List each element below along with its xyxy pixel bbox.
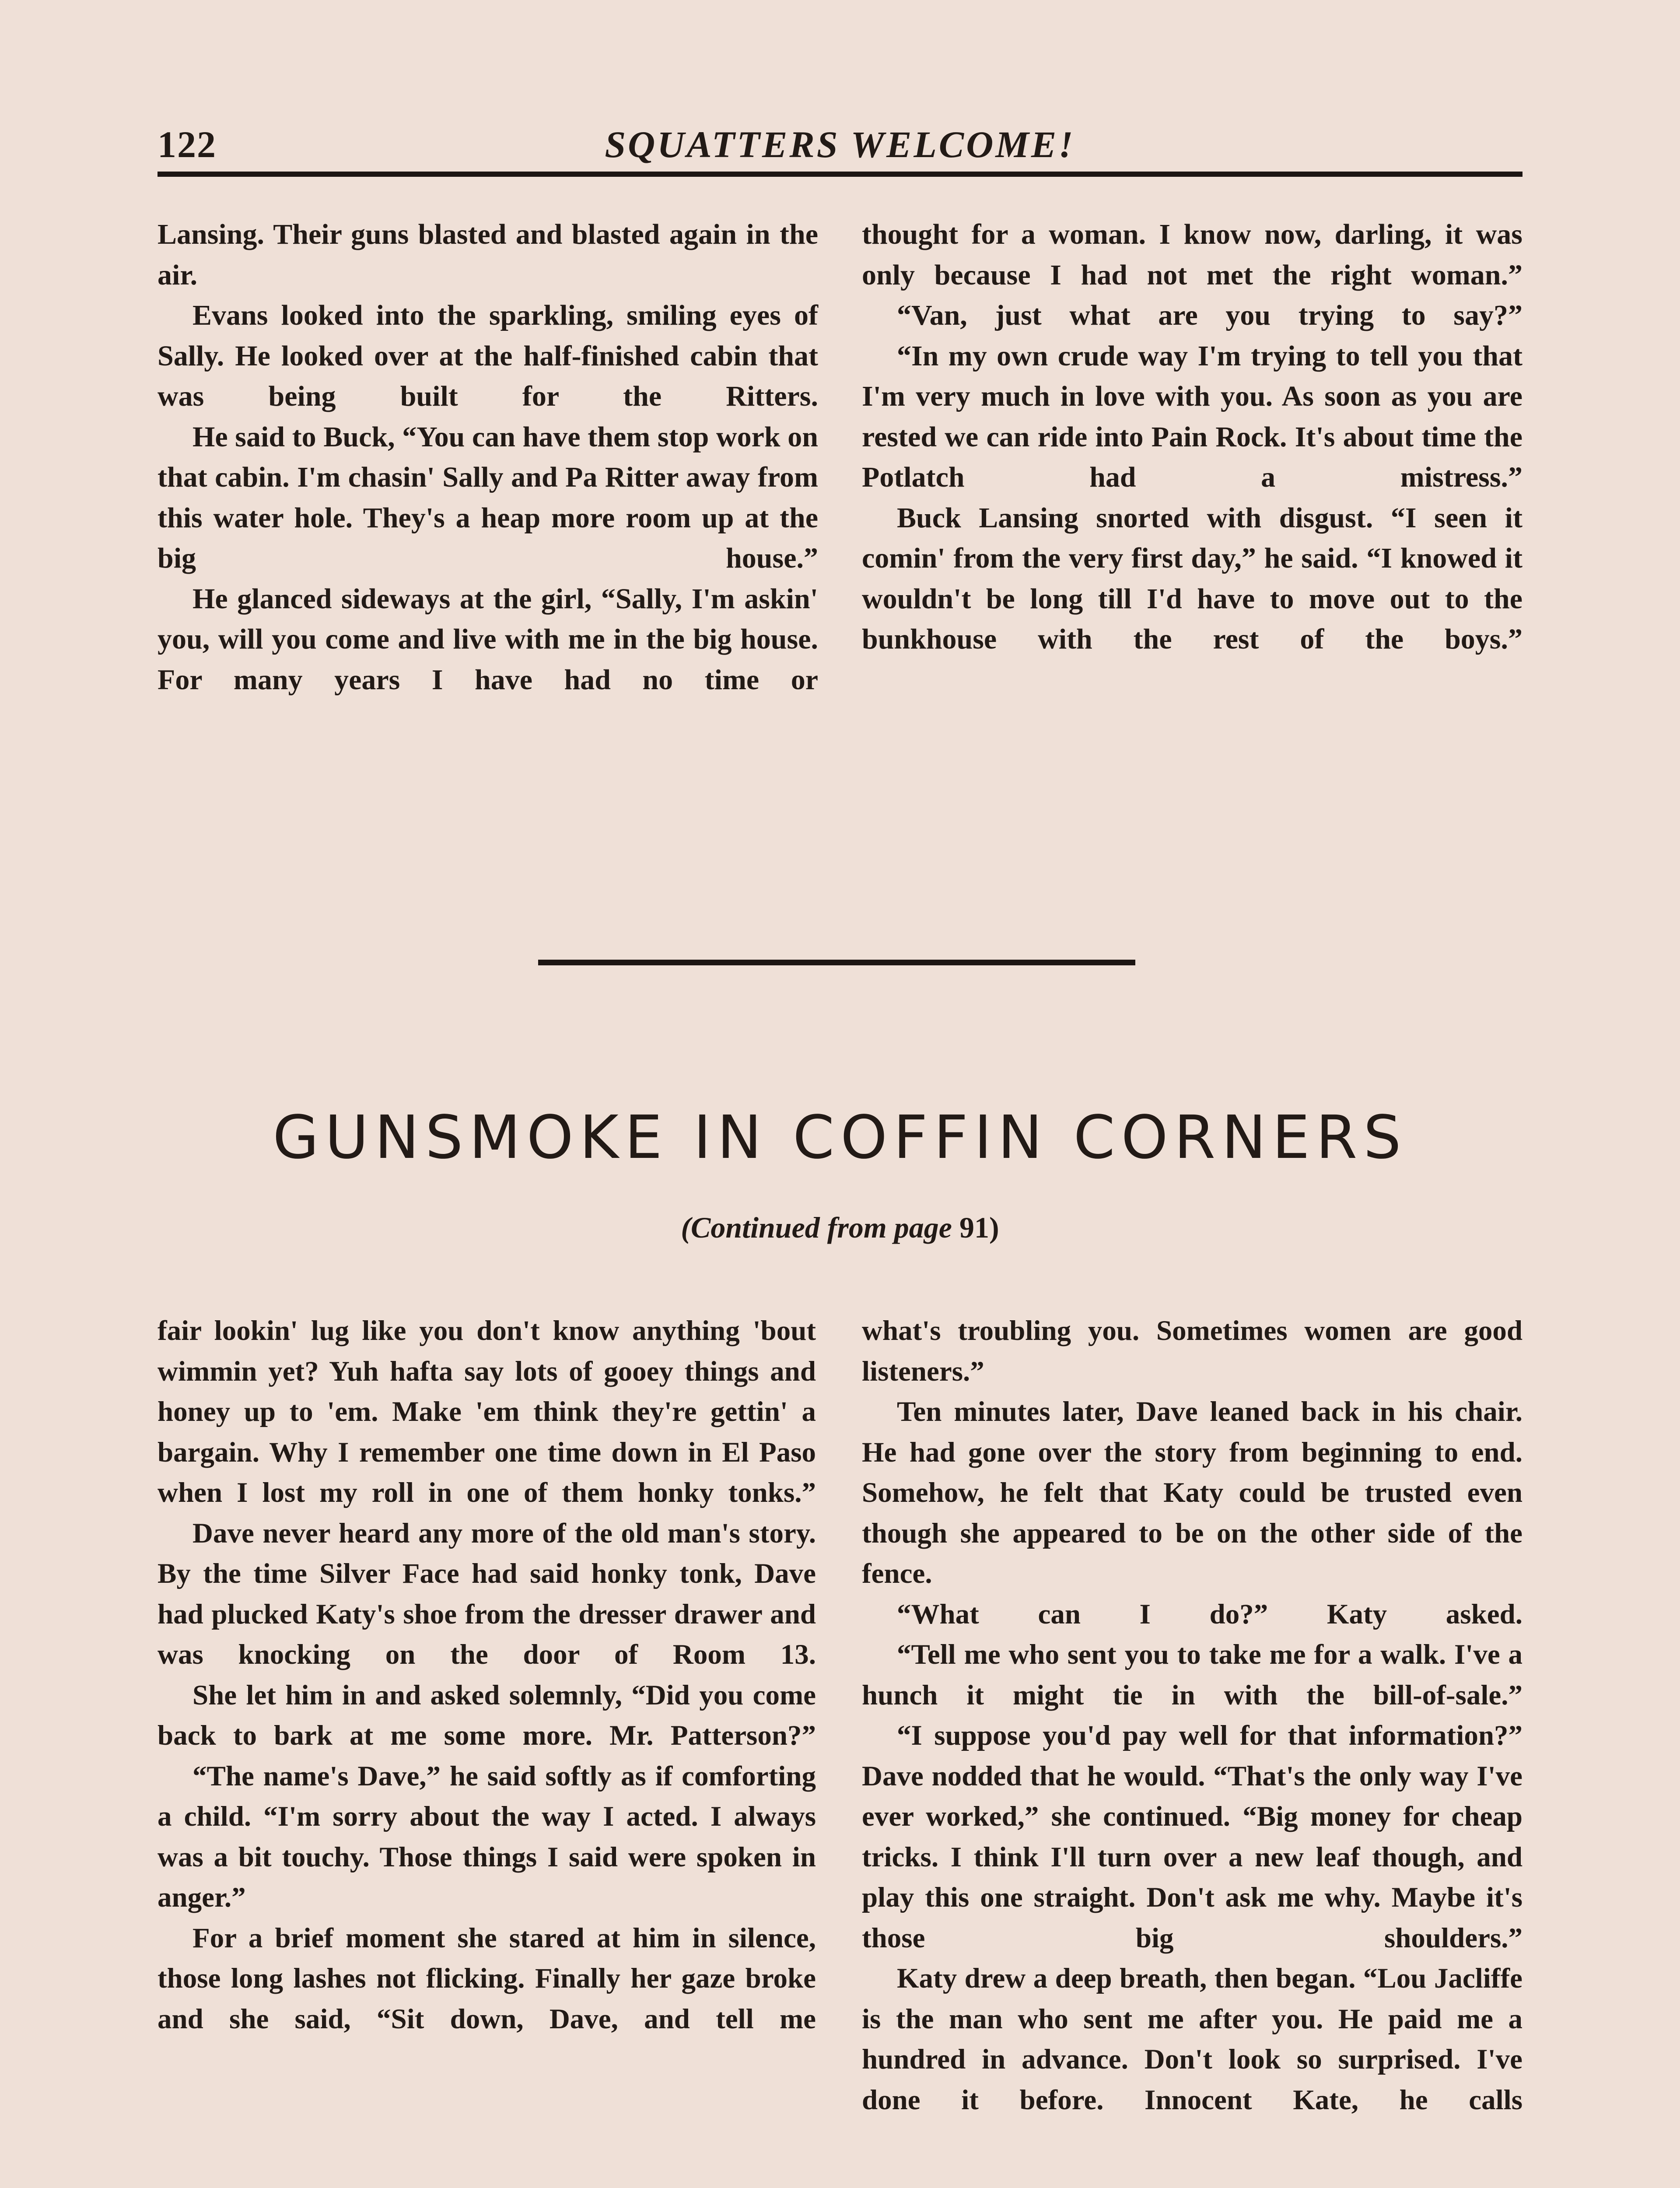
paragraph: “The name's Dave,” he said softly as if comforting a child. “I'm sorry about the way I acted. I always was a bit touchy. Those things I said were spoken in anger.” xyxy=(158,1760,816,1913)
paragraph: “Tell me who sent you to take me for a walk. I've a hunch it might tie in with the bill-of-sale.” xyxy=(862,1639,1522,1711)
story-title: GUNSMOKE IN COFFIN CORNERS xyxy=(273,1103,1407,1172)
paragraph: “What can I do?” Katy asked. xyxy=(897,1598,1522,1630)
paragraph: what's troubling you. Sometimes women are good listeners.” xyxy=(862,1315,1522,1387)
paragraph: fair lookin' lug like you don't know anything 'bout wimmin yet? Yuh hafta say lots of gooey things and honey up to 'em. Make 'em think they're gettin' a bargain. Why I remember one time down in El Paso when I lost my roll in one of them honky tonks.” xyxy=(158,1315,816,1508)
continued-suffix: ) xyxy=(989,1211,999,1244)
paragraph: Lansing. Their guns blasted and blasted again in the air. xyxy=(158,218,818,291)
top-left-column xyxy=(158,214,818,700)
bottom-left-column xyxy=(158,1311,816,2039)
paragraph: Buck Lansing snorted with disgust. “I seen it comin' from the very first day,” he said. “I knowed it wouldn't be long till I'd have to move out to the bunkhouse with the rest of the boys.” xyxy=(862,501,1522,655)
top-right-column xyxy=(862,214,1522,660)
running-title: SQUATTERS WELCOME! xyxy=(605,123,1075,165)
paragraph: Ten minutes later, Dave leaned back in his chair. He had gone over the story from beginning to end. Somehow, he felt that Katy could be trusted even though she appeared to be on the other side of the fence. xyxy=(862,1396,1522,1589)
continued-prefix: (Continued from page xyxy=(681,1211,959,1244)
continued-page-number: 91 xyxy=(959,1211,989,1244)
paragraph: She let him in and asked solemnly, “Did you come back to bark at me some more. Mr. Patterson?” xyxy=(158,1679,816,1751)
paragraph: Dave never heard any more of the old man's story. By the time Silver Face had said honky tonk, Dave had plucked Katy's shoe from the dresser drawer and was knocking on the door of Room 13. xyxy=(158,1517,816,1670)
section-divider xyxy=(538,960,1135,965)
paragraph: Evans looked into the sparkling, smiling eyes of Sally. He looked over at the half-finished cabin that was being built for the Ritters. xyxy=(158,299,818,412)
paragraph: “I suppose you'd pay well for that information?” Dave nodded that he would. “That's the only way I've ever worked,” she continued. “Big money for cheap tricks. I think I'll turn over a new leaf though, and play this one straight. Don't ask me why. Maybe it's those big shoulders.” xyxy=(862,1720,1522,1954)
page-number: 122 xyxy=(158,123,217,165)
paragraph: He glanced sideways at the girl, “Sally, I'm askin' you, will you come and live with me in the big house. For many years I have had no time or xyxy=(158,582,818,696)
paragraph: For a brief moment she stared at him in silence, those long lashes not flicking. Finally her gaze broke and she said, “Sit down, Dave, and tell me xyxy=(158,1922,816,2035)
page-header xyxy=(158,118,1522,171)
continued-note xyxy=(158,1208,1522,1247)
paragraph: thought for a woman. I know now, darling, it was only because I had not met the right woman.” xyxy=(862,218,1522,291)
paragraph: “Van, just what are you trying to say?” xyxy=(897,299,1522,331)
paragraph: Katy drew a deep breath, then began. “Lou Jacliffe is the man who sent me after you. He paid me a hundred in advance. Don't look so surprised. I've done it before. Innocent Kate, he calls xyxy=(862,1963,1522,2116)
paragraph: He said to Buck, “You can have them stop work on that cabin. I'm chasin' Sally and Pa Ritter away from this water hole. They's a heap more room up at the big house.” xyxy=(158,421,818,574)
header-rule xyxy=(158,172,1522,177)
paragraph: “In my own crude way I'm trying to tell you that I'm very much in love with you. As soon as you are rested we can ride into Pain Rock. It's about time the Potlatch had a mistress.” xyxy=(862,340,1522,493)
bottom-right-column xyxy=(862,1311,1522,2120)
